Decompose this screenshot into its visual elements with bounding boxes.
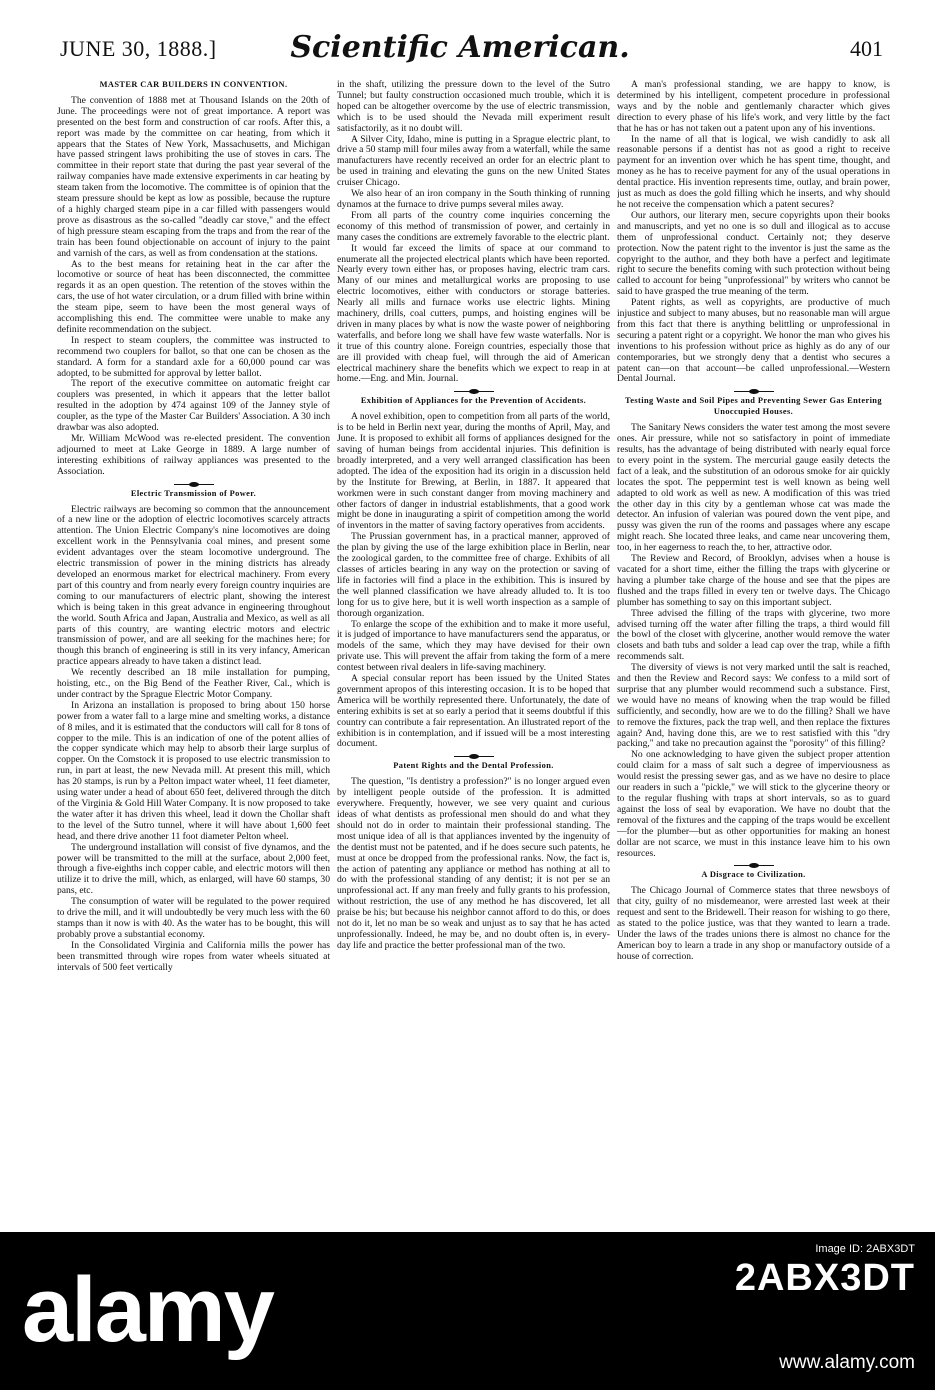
paragraph: A special consular report has been issued by the United States government apropos of this interesting occasion. It is to be hoped that America will be worthily represented there. Unfortunately, the date of entering exhibits is set at so early a period that it seems doubtful if this country can contribute a fair representation. An illustrated report of the exhibition is in contemplation, and if issued will be a most interesting document. (337, 673, 610, 750)
image-id-block (735, 1242, 915, 1300)
paragraph: Three advised the filling of the traps with glycerine, two more advised turning off the water after filling the traps, a third would fill the bowl of the closet with glycerine, another would remove the water closets and bath tubs and solder a lead cap over the trap, while a fifth recommends salt. (617, 607, 890, 663)
section-divider (734, 865, 774, 866)
paragraph: The question, "Is dentistry a profession?" is no longer argued even by intelligent people outside of the profession. It is admitted everywhere. Frequently, however, we see very quaint and curious ideas of what dentists as professional men should do and what they should not do in order to maintain their professional standing. The most unique idea of all is that appliances invented by the ingenuity of the dentist must not be patented, and if he does secure such patents, he must at once be dropped from the professional ranks. Now, the fact is, the action of patenting any appliance or method has nothing at all to do with the professional standing of any dentist; it is not per se an unprofessional act. If any man freely and fully grants to his profession, without restriction, the use of any method he has discovered, let all praise be his; but because his neighbor cannot afford to do this, or does not do it, let no man be so weak and unjust as to say that he has acted unprofessionally. Indeed, he may be, and no doubt often is, in every-day life and practice the better professional man of the two. (337, 776, 610, 951)
issue-date: JUNE 30, 1888.] (60, 36, 217, 61)
paragraph: A novel exhibition, open to competition from all parts of the world, is to be held in Berlin next year, during the months of April, May, and June. It is proposed to exhibit all forms of appliances designed for the saving of human beings from accidental injuries. This definition is broadly interpreted, and a very well arranged classification has been adopted. The idea of the exposition had its origin in a discussion held by the Institute for Brewing, at Berlin, in 1887. It appeared that workmen were in such constant danger from moving machinery and other factors of danger in industrial establishments, that a good work might be done in inaugurating a spirit of competition among the world of inventors in the matter of saving factory operatives from accidents. (337, 411, 610, 532)
article-heading: Patent Rights and the Dental Profession. (393, 761, 554, 771)
image-id-label: Image ID: 2ABX3DT (815, 1243, 915, 1255)
paragraph: From all parts of the country come inquiries concerning the economy of this method of transmission of power, and certainly in many cases the conditions are extremely favorable to the electric plant. (337, 209, 610, 243)
paragraph: As to the best means for retaining heat in the car after the locomotive or source of heat has been disconnected, the committee regards it as an open question. The retention of the stoves within the cars, the use of hot water circulation, or a drum filled with brine within the steam pipe, seem to have been the most general ways of accomplishing this end. The committee were unable to make any definite recommendation on the subject. (57, 258, 330, 335)
paragraph: Our authors, our literary men, secure copyrights upon their books and manuscripts, and yet no one is so dull and illogical as to accuse them of unprofessional conduct. Certainly not; they deserve protection. Now the patent right to the inventor is just the same as the copyright to the author, and they both have a perfect and legitimate right to secure the benefits coming with such protection without being called to account for being "unprofessional" by writers who cannot be said to have grasped the true meaning of the term. (617, 209, 890, 298)
section-divider (174, 484, 214, 485)
paragraph: The diversity of views is not very marked until the salt is reached, and then the Review and Record says: We confess to a mild sort of surprise that any plumber would recommend such a substance. First, we would have no means of knowing when the trap would be filled sufficiently, and secondly, how are we to do the filling? Shall we have to remove the fixtures, pack the trap well, and then replace the fixtures again? And, having done this, are we to rest satisfied with this "dry packing," and take no precaution against the "porosity" of this filling? (617, 662, 890, 750)
paragraph: The Prussian government has, in a practical manner, approved of the plan by giving the use of the large exhibition place in Berlin, near the zoological garden, to the committee free of charge. Exhibits of all classes of articles bearing in any way on the protection or saving of life in factories will find a place in the exhibition. This is insured by the well planned classification we have already alluded to. It is too long for us to give here, but it is well worth inspection as a sample of thorough organization. (337, 531, 610, 619)
paragraph: No one acknowledging to have given the subject proper attention could claim for a mass of salt such a degree of imperviousness as would resist the pressing sewer gas, and as we have no desire to place our readers in such a "pickle," we will stick to the glycerine theory or to the regular flushing with traps at short intervals, so as to guard against the loss of seal by evaporation. We have no doubt that the removal of the fixtures and the capping of the traps would be excellent—for the plumber—but as other opportunities for making an honest dollar are not scarce, we must in this instance leave him to his own resources. (617, 749, 890, 859)
paragraph: The convention of 1888 met at Thousand Islands on the 20th of June. The proceedings were not of great importance. A report was presented on the best form and construction of car roofs. After this, a report was made by the committee on car heating, from which it appears that the States of New York, Massachusetts, and Michigan have passed stringent laws prohibiting the use of stoves in cars. The committee in their report state that during the past year several of the railway companies have made extensive experiments in car heating by steam taken from the locomotive. The committee is of opinion that the steam pressure should be kept as low as possible, because the rupture of a highly charged steam pipe in a car filled with passengers would prove as disastrous as the so-called "deadly car stove," and the effect of high pressure steam escaping from the traps and from the rear of the train has been found objectionable on account of injury to the paint and varnish of the cars, as well as from condensation at the stations. (57, 94, 330, 259)
paragraph: The Chicago Journal of Commerce states that three newsboys of that city, guilty of no misdemeanor, were arrested last week at their request and sent to the Bridewell. Their reason for wishing to go there, as stated to the police justice, was that they wanted to learn a trade. Under the laws of the trades unions there is almost no chance for the American boy to learn a trade in any shop or manufactory outside of a house of correction. (617, 885, 890, 962)
paragraph: The consumption of water will be regulated to the power required to drive the mill, and it will undoubtedly be very much less with the 60 stamps than it now is with 40. As the water has to be bought, this will probably prove a substantial economy. (57, 896, 330, 940)
paragraph: Electric railways are becoming so common that the announcement of a new line or the adoption of electric locomotives scarcely attracts attention. The Union Electric Company's nine locomotives are doing excellent work in the Pennsylvania coal mines, and present some evident advantages over the steam locomotive underground. The electric transmission of power in the mining districts has already developed an enormous market for electrical machinery. From every part of this country and from nearly every foreign country inquiries are coming to our manufacturers of electric plant, showing the interest which is being taken in this great advance in engineering throughout the world. South Africa and Japan, Australia and Mexico, as well as all parts of this country, are wanting electric motors and electric transmission of power, and are all seeking for the machines here; for though this branch of engineering is still in its very infancy, American practice appears already to have taken a distinct lead. (57, 503, 330, 668)
article-heading: Testing Waste and Soil Pipes and Preventing Sewer Gas Entering Unoccupied Houses. (625, 396, 882, 417)
paragraph: A man's professional standing, we are happy to know, is determined by his intelligent, competent procedure in professional ways and by the noble and gentlemanly character which gives direction to every phase of his life's work, and very little by the fact that he has or has not taken out a patent upon any of his inventions. (617, 80, 890, 134)
paragraph: The report of the executive committee on automatic freight car couplers was presented, in which it appears that the letter ballot resulted in the adoption by 474 against 109 of the Janney style of coupler, as the type of the Master Car Builders' Association. A 30 inch drawbar was also adopted. (57, 378, 330, 434)
article-heading: A Disgrace to Civilization. (701, 870, 806, 880)
stock-url: www.alamy.com (779, 1352, 915, 1373)
article-heading: Exhibition of Appliances for the Prevention of Accidents. (360, 396, 587, 406)
paragraph: Mr. William McWood was re-elected president. The convention adjourned to meet at Lake George in 1889. A large number of interesting exhibitions of railway appliances was presented to the Association. (57, 433, 330, 477)
image-id: 2ABX3DT (734, 1257, 915, 1299)
column-3 (617, 80, 890, 1220)
paragraph: In respect to steam couplers, the committee was instructed to recommend two couplers for ballot, so that one can be chosen as the standard. A form for a standard axle for a 60,000 pound car was adopted, to be submitted for approval by letter ballot. (57, 334, 330, 379)
paragraph: It would far exceed the limits of space at our command to enumerate all the projected electrical plants which have been reported. Nearly every town either has, or proposes having, electric tram cars. Many of our mines and metallurgical works are proposing to use electric locomotives, either with conductors or storage batteries. Nearly all mills and furnace works use electric lights. Mining machinery, drills, coal cutters, pumps, and hoisting engines will be driven in many places by what is now the waste power of neighboring waterfalls, and before long we shall have few waste waterfalls. Nor is it true of this country alone. Foreign countries, especially those that are ill provided with cheap fuel, will through the aid of American electrical machinery share the benefits which we expect to reap in at home.—Eng. and Min. Journal. (337, 242, 610, 385)
paragraph: The Sanitary News considers the water test among the most severe ones. Air pressure, while not so satisfactory in point of immediate results, has the advantage of being distributed with nearly equal force to every point in the system. The mercurial gauge easily detects the fact of a leak, and the substitution of an odorous smoke for air quickly locates the spot. The peppermint test is well known as being well adapted to old work as well as new. A modification of this was tried the other day in this city by a gentleman whose cat was made the detector. An infusion of valerian was poured down the vent pipe, and pussy was given the run of the rooms and passages where any escape might reach. She located three leaks, and came near uncovering them, too, in her eagerness to reach the, to her, attractive odor. (617, 422, 890, 554)
masthead-title: Scientific American. (290, 30, 630, 65)
paragraph: In the Consolidated Virginia and California mills the power has been transmitted through wire ropes from water wheels situated at intervals of 500 feet vertically (57, 939, 330, 973)
paragraph: in the shaft, utilizing the pressure down to the level of the Sutro Tunnel; but faulty construction occasioned much trouble, which it is hoped can be altogether overcome by the use of electric transmission, which is to be used should the Nevada mill experiment result satisfactorily, as it no doubt will. (337, 80, 610, 134)
article-heading: Electric Transmission of Power. (130, 488, 257, 498)
paragraph: Patent rights, as well as copyrights, are productive of much injustice and subject to many abuses, but no reasonable man will argue from this fact that there is anything belittling or unprofessional in securing a patent right or a copyright. We honor the man who gives his inventions to his profession without price as highly as do any of our contemporaries, but we strongly deny that a dentist who secures a patent can—on that account—be called unprofessional.—Western Dental Journal. (617, 297, 890, 385)
paragraph: The Review and Record, of Brooklyn, advises when a house is vacated for a short time, either the filling the traps with glycerine or having a plumber take charge of the house and see that the pipes are flushed and the traps filled in every ten or twelve days. The Chicago plumber has something to say on this important subject. (617, 553, 890, 608)
paragraph: A Silver City, Idaho, mine is putting in a Sprague electric plant, to drive a 50 stamp mill four miles away from a waterfall, while the same manufacturers have recently received an order for an electric plant to be used in training and elevating the guns on the new United States cruiser Chicago. (337, 133, 610, 189)
section-divider (454, 756, 494, 757)
paragraph: In the name of all that is logical, we wish candidly to ask all reasonable persons if a dentist has not as good a right to receive payment for an invention over which he has spent time, thought, and money as he has to receive payment for any of the usual operations in dental practice. His invention represents time, outlay, and brain power, just as much as does the gold filling which he inserts, and why should he not receive the compensation which a patent secures? (617, 133, 890, 210)
paragraph: To enlarge the scope of the exhibition and to make it more useful, it is judged of importance to have manufacturers send the apparatus, or models of the same, which they may have devised for their own private use. This will prevent the affair from taking the form of a mere contest between rival dealers in life-saving machinery. (337, 618, 610, 674)
paragraph: We also hear of an iron company in the South thinking of running dynamos at the furnace to drive pumps several miles away. (337, 188, 610, 210)
section-divider (454, 391, 494, 392)
article-heading: MASTER CAR BUILDERS IN CONVENTION. (99, 80, 288, 89)
column-2 (337, 80, 610, 1220)
alamy-logo: alamy (22, 1259, 273, 1361)
column-1 (57, 80, 330, 1220)
paragraph: We recently described an 18 mile installation for pumping, hoisting, etc., on the Big Bend of the Feather River, Cal., which is under contract by the Sprague Electric Motor Company. (57, 667, 330, 700)
paragraph: In Arizona an installation is proposed to bring about 150 horse power from a water fall to a large mine and smelting works, a distance of 8 miles, and it is estimated that the conductors will call for 8 tons of copper to the mile. This is an indication of one of the potent allies of the copper syndicate which may help to absorb their large surplus of copper. On the Comstock it is proposed to use electric transmission to run, in part at least, the new Nevada mill. At present this mill, which has 20 stamps, is run by a Pelton impact water wheel, 11 feet diameter, using water under a head of about 650 feet, delivered through the ditch of the Virginia & Gold Hill Water Company. It is now proposed to take the water after it has driven this wheel, lead it down the Chollar shaft to the level of the Sutro tunnel, where it will have about 1,600 feet head, and there drive another 11 foot diameter Pelton wheel. (57, 699, 330, 842)
section-divider (734, 391, 774, 392)
paragraph: The underground installation will consist of five dynamos, and the power will be transmitted to the mill at the surface, about 2,000 feet, through a five-eighths inch copper cable, and electric motors will then utilize it to drive the mill, which, as enlarged, will have 60 stamps, 30 pans, etc. (57, 841, 330, 897)
page-number: 401 (850, 36, 883, 61)
